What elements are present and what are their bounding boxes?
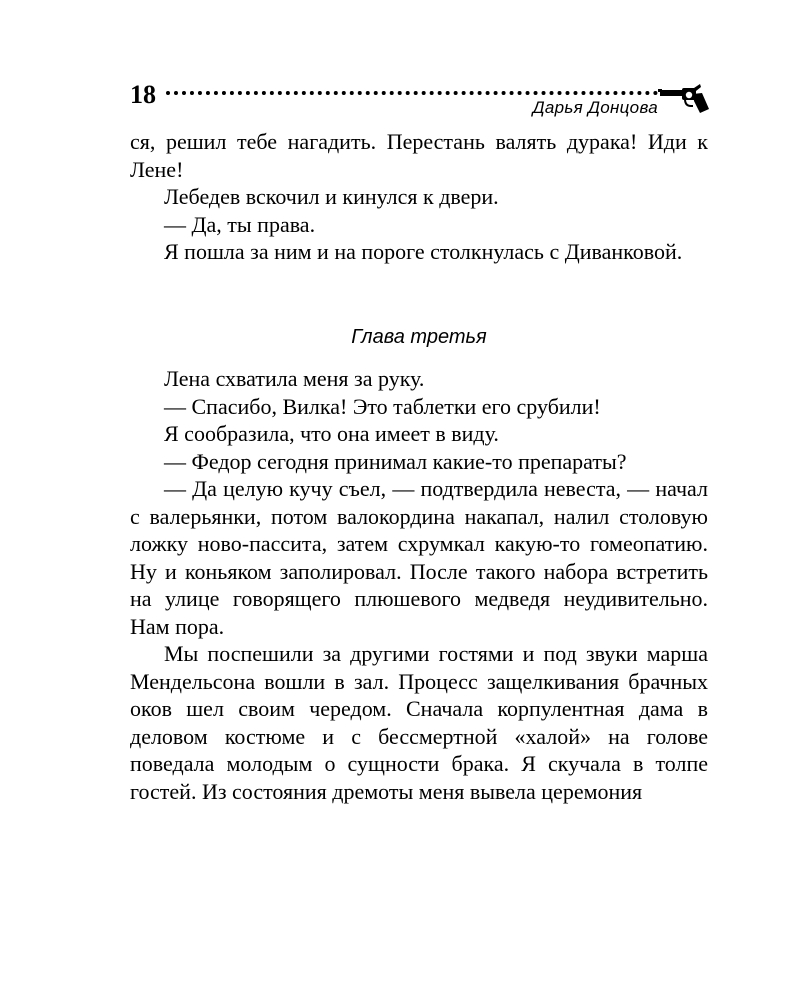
- paragraph: Я пошла за ним и на пороге столкнулась с Диванковой.: [164, 239, 683, 264]
- paragraph: — Спасибо, Вилка! Это таблетки его срубили!: [164, 393, 601, 419]
- paragraph: — Да целую кучу съел, — подтвердила невеста, — начал с валерьянки, потом валокордина накапал, налил столовую ложку ново-пассита, затем схрумкал какую-то гомеопатию. Ну и коньяком заполировал. После такого набора встретить на улице говорящего плюшевого медведя неудивительно. Нам пора.: [130, 476, 708, 639]
- paragraph: Лена схватила меня за руку.: [164, 366, 425, 391]
- paragraph: ся, решил тебе нагадить. Перестань валять дурака! Иди к Лене!: [130, 129, 708, 182]
- page-number: 18: [130, 80, 156, 109]
- revolver-icon: [658, 84, 710, 114]
- chapter-title: Глава третья: [351, 326, 487, 348]
- paragraph: Я сообразила, что она имеет в виду.: [164, 421, 499, 446]
- text-block-top: [130, 128, 708, 266]
- paragraph: — Да, ты права.: [164, 211, 316, 237]
- paragraph: Лебедев вскочил и кинулся к двери.: [164, 184, 499, 209]
- paragraph: Мы поспешили за другими гостями и под звуки марша Мендельсона вошли в зал. Процесс защелкивания брачных оков шел своим чередом. Сначала корпулентная дама в деловом костюме и с бессмертной «халой» на голове поведала молодым о сущности брака. Я скучала в толпе гостей. Из состояния дремоты меня вывела церемония: [130, 641, 708, 804]
- text-block-chapter: [130, 365, 708, 805]
- dotted-rule: [166, 91, 690, 95]
- running-author: Дарья Донцова: [532, 98, 658, 117]
- running-header: [130, 78, 710, 118]
- paragraph: — Федор сегодня принимал какие-то препараты?: [164, 448, 627, 474]
